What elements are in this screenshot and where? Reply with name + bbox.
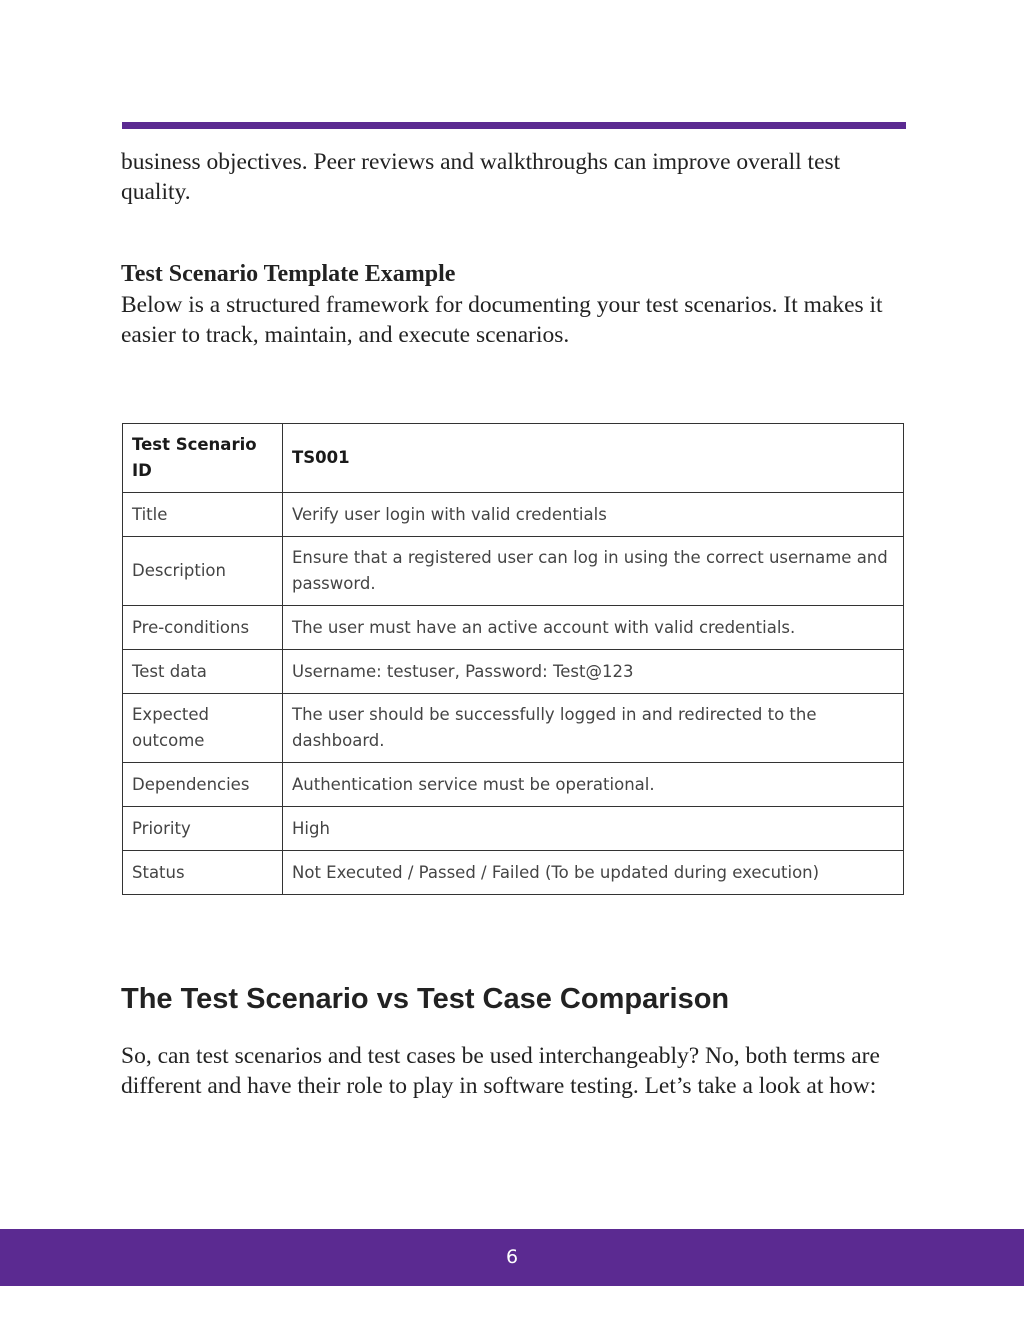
row-value: Username: testuser, Password: Test@123: [283, 650, 904, 694]
table-header-row: [123, 424, 904, 493]
comparison-section-paragraph: So, can test scenarios and test cases be used interchangeably? No, both terms are different and have their role to play in software testing. Let’s take a look at how:: [121, 1043, 880, 1099]
row-value: The user must have an active account with valid credentials.: [283, 606, 904, 650]
test-scenario-table: [122, 423, 904, 895]
table-row: [123, 807, 904, 851]
row-label: Dependencies: [123, 763, 283, 807]
row-label: Status: [123, 851, 283, 895]
comparison-section-heading: The Test Scenario vs Test Case Comparison: [121, 983, 730, 1015]
row-label: Title: [123, 493, 283, 537]
footer-band: [0, 1229, 1024, 1286]
template-section-heading: Test Scenario Template Example: [121, 261, 456, 287]
template-section-paragraph: Below is a structured framework for documenting your test scenarios. It makes it easier to track, maintain, and execute scenarios.: [121, 292, 883, 348]
row-value: Verify user login with valid credentials: [283, 493, 904, 537]
row-value: Not Executed / Passed / Failed (To be updated during execution): [283, 851, 904, 895]
table-row: [123, 493, 904, 537]
row-value: High: [283, 807, 904, 851]
table-row: [123, 694, 904, 763]
table-row: [123, 606, 904, 650]
table-row: [123, 650, 904, 694]
table-row: [123, 851, 904, 895]
table-header-label: Test Scenario ID: [123, 424, 283, 493]
row-label: Pre-conditions: [123, 606, 283, 650]
row-label: Priority: [123, 807, 283, 851]
table-row: [123, 763, 904, 807]
row-value: Ensure that a registered user can log in using the correct username and password.: [283, 537, 904, 606]
row-label: Test data: [123, 650, 283, 694]
intro-paragraph: business objectives. Peer reviews and walkthroughs can improve overall test quality.: [121, 149, 841, 205]
table-header-value: TS001: [283, 424, 904, 493]
row-value: The user should be successfully logged in and redirected to the dashboard.: [283, 694, 904, 763]
table-row: [123, 537, 904, 606]
row-value: Authentication service must be operational.: [283, 763, 904, 807]
row-label: Expected outcome: [123, 694, 283, 763]
top-accent-rule: [122, 122, 906, 129]
row-label: Description: [123, 537, 283, 606]
page-number: 6: [505, 1246, 519, 1268]
